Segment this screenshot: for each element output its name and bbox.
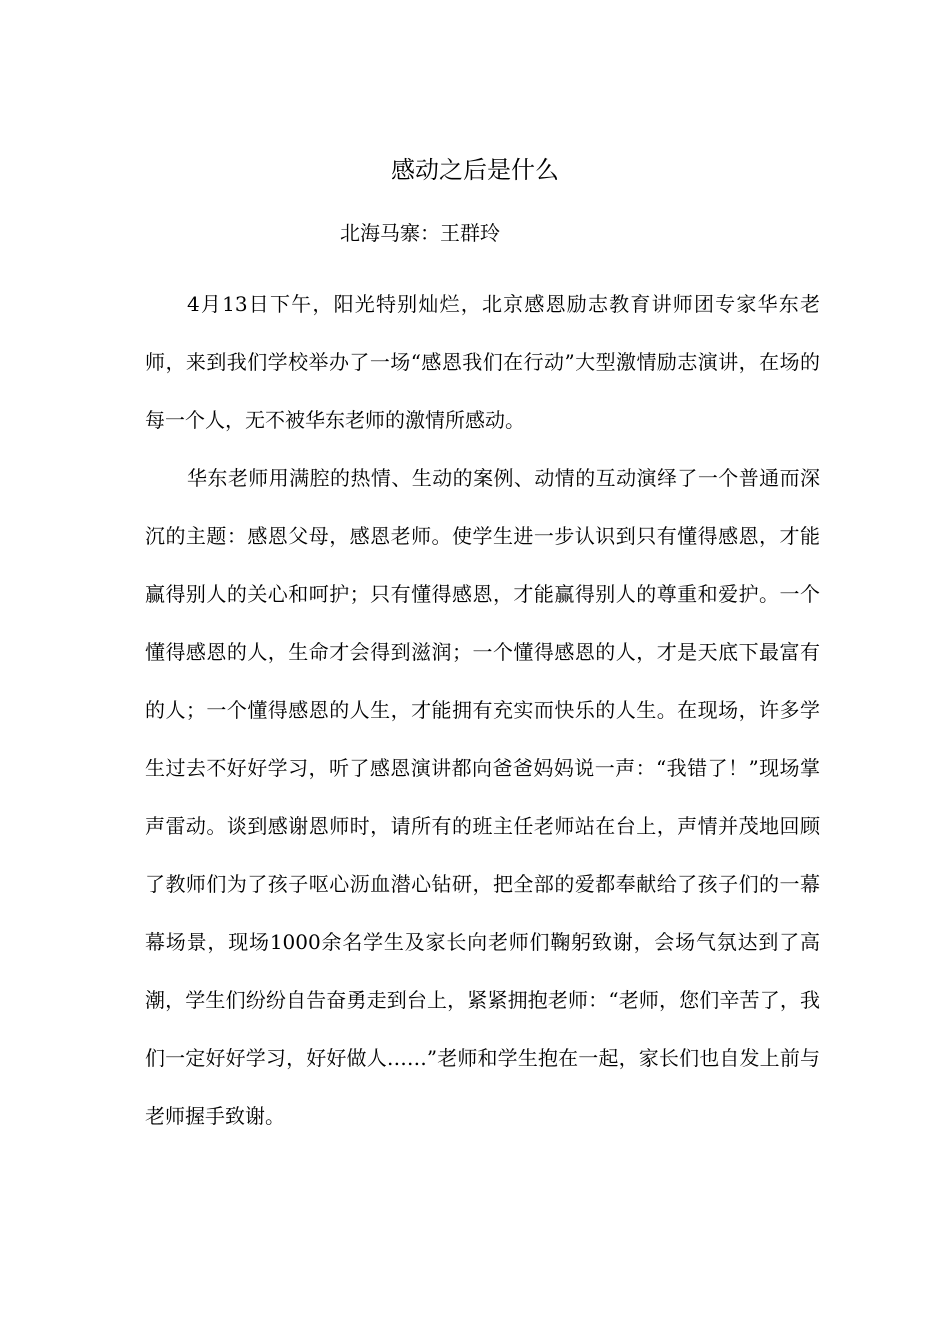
- paragraph-1: 4月13日下午，阳光特别灿烂，北京感恩励志教育讲师团专家华东老师，来到我们学校举办了一场“感恩我们在行动”大型激情励志演讲，在场的每一个人，无不被华东老师的激情所感动。: [145, 292, 820, 432]
- article-body: [145, 275, 820, 1145]
- page-title: 感动之后是什么: [391, 156, 559, 184]
- paragraph-2: 华东老师用满腔的热情、生动的案例、动情的互动演绎了一个普通而深沉的主题：感恩父母，感恩老师。使学生进一步认识到只有懂得感恩，才能赢得别人的关心和呵护；只有懂得感恩，才能赢得别人的尊重和爱护。一个懂得感恩的人，生命才会得到滋润；一个懂得感恩的人，才是天底下最富有的人；一个懂得感恩的人生，才能拥有充实而快乐的人生。在现场，许多学生过去不好好学习，听了感恩演讲都向爸爸妈妈说一声：“我错了！”现场掌声雷动。谈到感谢恩师时，请所有的班主任老师站在台上，声情并茂地回顾了教师们为了孩子呕心沥血潜心钻研，把全部的爱都奉献给了孩子们的一幕幕场景，现场1000余名学生及家长向老师们鞠躬致谢，会场气氛达到了高潮，学生们纷纷自告奋勇走到台上，紧紧拥抱老师：“老师，您们辛苦了，我们一定好好学习，好好做人……”老师和学生抱在一起，家长们也自发上前与老师握手致谢。: [145, 466, 820, 1128]
- author-byline: 北海马寨：王群玲: [340, 221, 500, 245]
